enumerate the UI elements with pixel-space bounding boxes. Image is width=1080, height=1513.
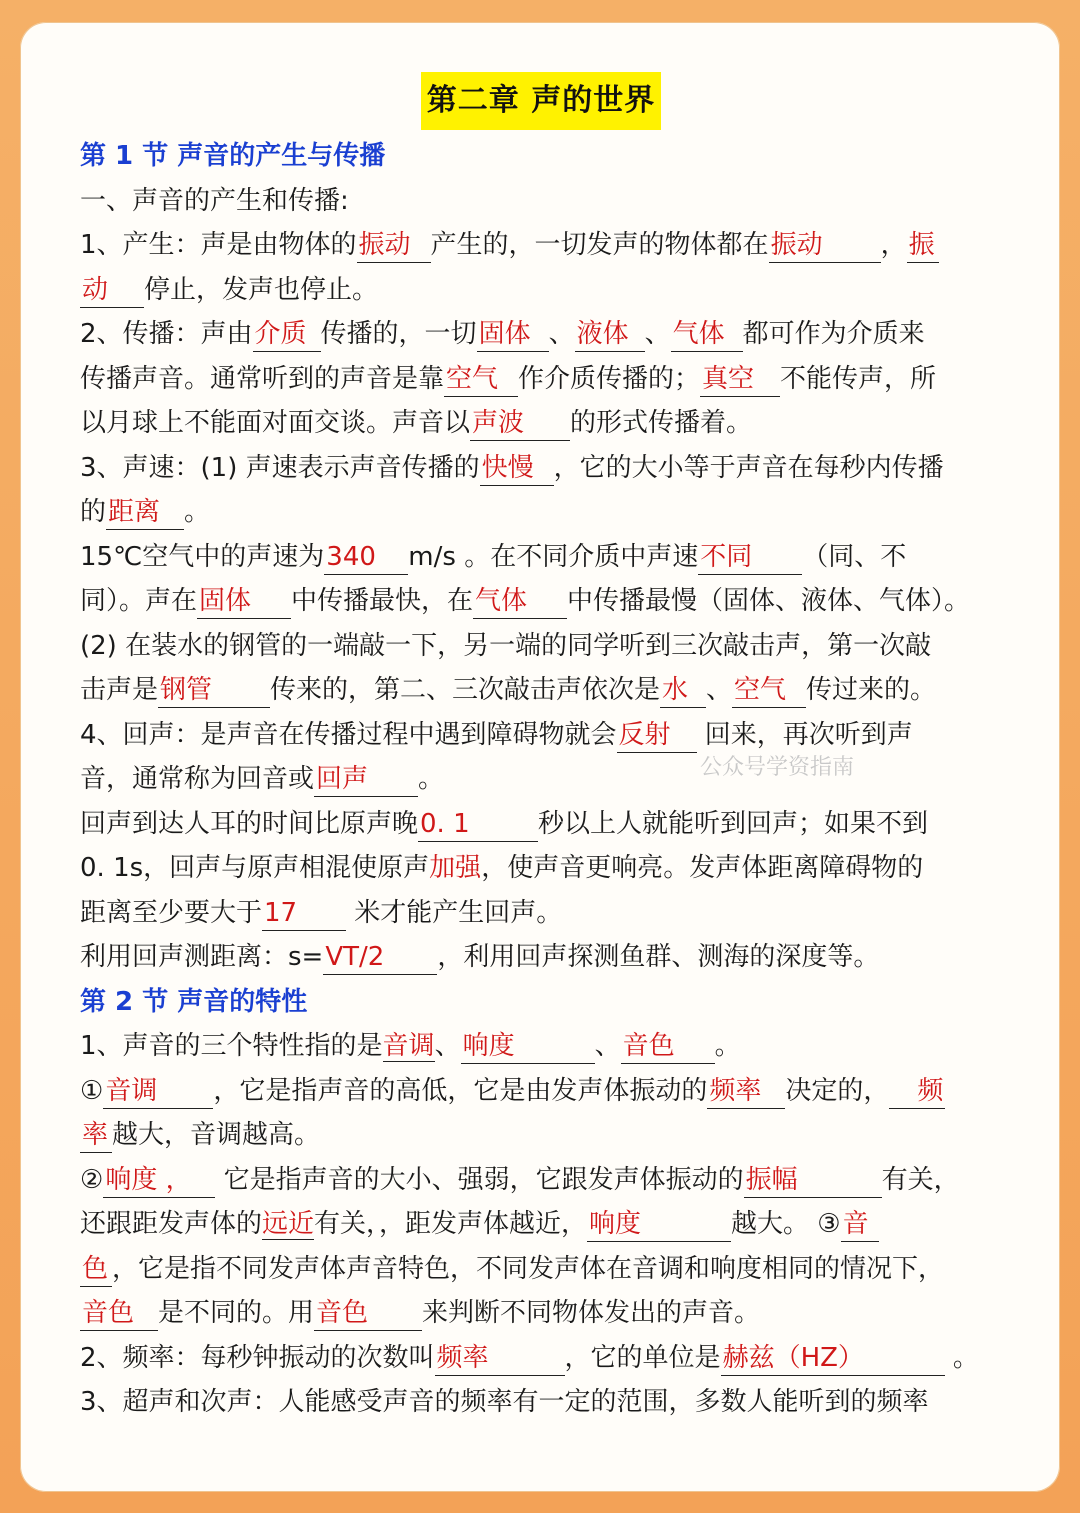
text-run: 传播的，一切 <box>320 319 477 349</box>
blank: 振幅 <box>744 1163 882 1198</box>
line-q5: 3、超声和次声：人能感受声音的频率有一定的范围，多数人能听到的频率 <box>80 1387 929 1417</box>
text-run: 作介质传播的； <box>518 363 701 394</box>
blank: 音调 <box>103 1074 213 1109</box>
blank: 赫兹（HZ） <box>721 1341 945 1376</box>
blank: 水 <box>660 673 706 708</box>
blank: 响度 <box>587 1207 731 1242</box>
blank: 气体 <box>671 317 743 352</box>
text-run: ，它是指声音的高低，它是由发声体振动的 <box>213 1075 708 1106</box>
blank: 色 <box>80 1252 112 1287</box>
text-run: 有关，，距发声体越近， <box>314 1209 588 1239</box>
line-p5: (2) 在装水的钢管的一端敲一下，另一端的同学听到三次敲击声，第一次敲 <box>80 630 932 661</box>
line-p7 <box>80 802 1002 847</box>
section-1-heading: 第 1 节 声音的产生与传播 <box>80 141 386 171</box>
line-q1 <box>80 1024 1002 1069</box>
text-run: 、 <box>644 319 671 349</box>
blank: 率 <box>80 1118 112 1153</box>
text-run: 中传播最快，在 <box>291 586 474 616</box>
text-run: 15℃空气中的声速为 <box>80 541 325 572</box>
blank: 空气 <box>732 673 806 708</box>
line-p4 <box>80 535 1002 580</box>
blank: 音色 <box>621 1029 715 1064</box>
text-run: 秒以上人就能听到回声；如果不到 <box>538 808 929 839</box>
text-run: 加强 <box>429 853 482 883</box>
text-run: 远近 <box>262 1209 315 1239</box>
text-run: 4、回声：是声音在传播过程中遇到障碍物就会 <box>80 719 617 750</box>
text-run: 同）。声在 <box>80 586 198 616</box>
line-q3c <box>80 1247 1002 1292</box>
text-run: 有关， <box>881 1164 960 1195</box>
line-q3 <box>80 1158 1002 1203</box>
blank: 频率 <box>435 1341 565 1376</box>
text-run: 停止，发声也停止。 <box>144 274 379 305</box>
text-run: 以月球上不能面对面交谈。声音以 <box>80 408 471 438</box>
blank: 响度 <box>461 1029 595 1064</box>
blank: 音色 <box>314 1296 422 1331</box>
text-run: 不能传声，所 <box>780 363 937 394</box>
blank: 音 <box>841 1207 879 1242</box>
text-run: 、 <box>434 1031 461 1061</box>
section-2-heading: 第 2 节 声音的特性 <box>80 986 308 1017</box>
text-run: 利用回声测距离：s= <box>80 942 324 972</box>
text-run: 。 <box>714 1031 741 1061</box>
text-run: 来判断不同物体发出的声音。 <box>422 1298 761 1328</box>
text-run: 还跟距发声体的 <box>80 1209 263 1239</box>
blank: 振动 <box>769 228 881 263</box>
line-p4b <box>80 579 1002 624</box>
line-p6b <box>80 757 1002 802</box>
chapter-title: 第二章 声的世界 <box>421 72 661 130</box>
blank: 真空 <box>700 362 780 397</box>
text-run: 都可作为介质来 <box>742 319 925 349</box>
blank: 气体 <box>473 584 567 619</box>
text-run: 击声是 <box>80 675 159 705</box>
text-run: 的形式传播着。 <box>570 408 753 438</box>
blank: 响度 ， <box>103 1163 215 1198</box>
blank: 17 <box>262 896 346 931</box>
blank: 频率 <box>707 1074 785 1109</box>
blank: 液体 <box>575 317 645 352</box>
blank: 快慢 <box>480 451 554 486</box>
text-run: 。 <box>418 764 445 794</box>
text-run: 传过来的。 <box>806 675 937 705</box>
text-run: 它是指声音的大小、强弱，它跟发声体振动的 <box>215 1164 744 1195</box>
line-p8 <box>80 935 1002 980</box>
text-run: 2、频率：每秒钟振动的次数叫 <box>80 1342 435 1373</box>
text-run: ，它的单位是 <box>564 1342 721 1373</box>
line-p1b <box>80 268 1002 313</box>
text-run: ，利用回声探测鱼群、测海的深度等。 <box>437 942 880 972</box>
blank: 频 <box>889 1074 945 1109</box>
text-run: 米才能产生回声。 <box>346 897 563 928</box>
text-run: 1、声音的三个特性指的是 <box>80 1031 383 1061</box>
text-run: ， <box>880 230 907 260</box>
watermark: 公众号学资指南 <box>700 755 855 780</box>
text-run: 传播声音。通常听到的声音是靠 <box>80 363 445 394</box>
blank: 固体 <box>197 584 291 619</box>
blank: 声波 <box>470 406 570 441</box>
text-run: 越大。 ③ <box>731 1209 841 1239</box>
line-q2 <box>80 1069 1002 1114</box>
text-run: 音，通常称为回音或 <box>80 764 315 794</box>
text-run: 1、产生：声是由物体的 <box>80 230 357 260</box>
text-run: 是不同的。用 <box>158 1298 315 1328</box>
text-run: 、 <box>594 1031 621 1061</box>
line-p2 <box>80 312 1002 357</box>
blank: 距离 <box>106 495 184 530</box>
text-run: 回声到达人耳的时间比原声晚 <box>80 808 419 839</box>
text-run: 0. 1s，回声与原声相混使原声 <box>80 853 430 883</box>
blank: 振 <box>907 228 939 263</box>
line-q2b <box>80 1113 1002 1158</box>
text-run: 越大，音调越高。 <box>112 1120 321 1150</box>
blank: 空气 <box>444 362 518 397</box>
line-p6 <box>80 713 1002 758</box>
blank: VT/2 <box>323 940 437 975</box>
blank: 0. 1 <box>418 807 538 842</box>
line-q4 <box>80 1336 1002 1381</box>
text-run: 回来，再次听到声 <box>696 719 913 750</box>
text-run: （同、不 <box>802 541 907 572</box>
line-p3b <box>80 490 1002 535</box>
line-p7c <box>80 891 1002 936</box>
chapter-title-row <box>80 72 1002 132</box>
text-run: ，它的大小等于声音在每秒内传播 <box>553 452 944 483</box>
text-run: 音调 <box>382 1031 435 1061</box>
line-q3b <box>80 1202 1002 1247</box>
line-p3 <box>80 446 1002 491</box>
blank: 不同 <box>698 540 802 575</box>
text-run: ② <box>80 1164 104 1195</box>
blank: 340 <box>324 540 408 575</box>
line-p5b <box>80 668 1002 713</box>
blank: 固体 <box>477 317 549 352</box>
text-run: 。 <box>184 497 211 527</box>
text-run: 、 <box>548 319 575 349</box>
text-run: 决定的， <box>785 1075 890 1106</box>
blank: 音色 <box>80 1296 158 1331</box>
blank: 动 <box>80 273 144 308</box>
line-p2b <box>80 357 1002 402</box>
text-run: 。 <box>944 1342 979 1373</box>
text-run: 距离至少要大于 <box>80 897 263 928</box>
text-run: m/s 。在不同介质中声速 <box>408 541 699 572</box>
subheading-1: 一、声音的产生和传播: <box>80 185 349 216</box>
line-p2c <box>80 401 1002 446</box>
blank: 介质 <box>253 317 321 352</box>
text-run: 、 <box>706 675 733 705</box>
blank: 回声 <box>314 762 418 797</box>
text-run: 的 <box>80 497 107 527</box>
document-body <box>80 72 1002 1425</box>
line-q3d <box>80 1291 1002 1336</box>
text-run: ，使声音更响亮。发声体距离障碍物的 <box>481 853 924 883</box>
blank: 反射 <box>617 718 697 753</box>
blank: 振动 <box>357 228 431 263</box>
text-run: ① <box>80 1075 104 1106</box>
text-run: 中传播最慢（固体、液体、气体）。 <box>567 586 971 616</box>
line-p7b <box>80 846 1002 891</box>
text-run: 3、声速：(1) 声速表示声音传播的 <box>80 452 480 483</box>
text-run: 产生的，一切发声的物体都在 <box>430 230 769 260</box>
text-run: 传来的，第二、三次敲击声依次是 <box>270 675 661 705</box>
line-p1 <box>80 223 1002 268</box>
blank: 钢管 <box>158 673 270 708</box>
text-run: 2、传播：声由 <box>80 319 253 349</box>
text-run: ，它是指不同发声体声音特色，不同发声体在音调和响度相同的情况下， <box>112 1253 945 1284</box>
